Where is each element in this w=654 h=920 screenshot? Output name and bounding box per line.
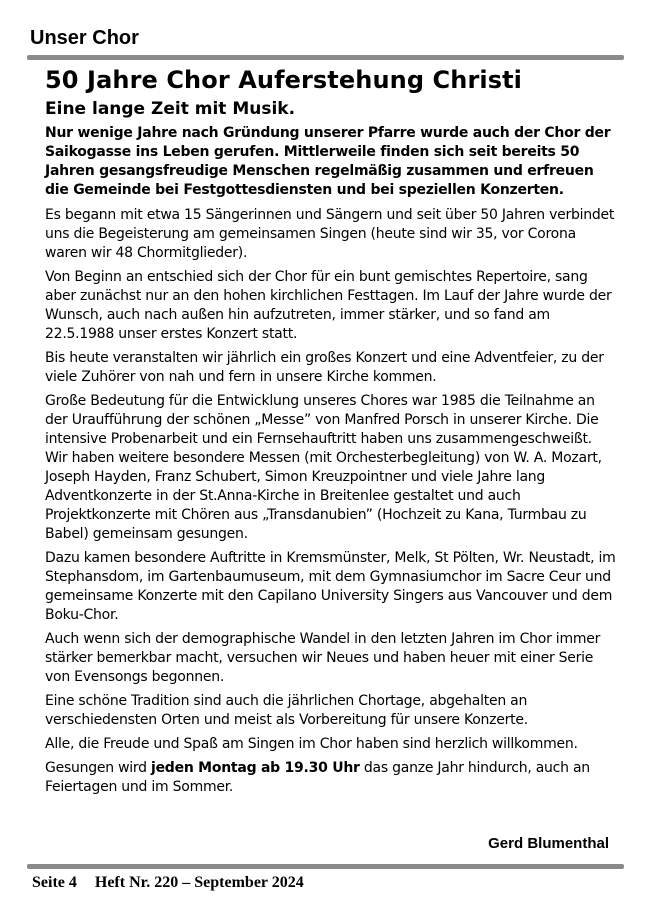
article-title: 50 Jahre Chor Auferstehung Christi xyxy=(45,66,523,94)
paragraph-1: Es begann mit etwa 15 Sängerinnen und Sängern und seit über 50 Jahren verbindet uns die Begeisterung am gemeinsamen Singen (heute sind wir 35, vor Corona waren wir 48 Chormitglieder). xyxy=(45,207,615,261)
paragraph-5: Dazu kamen besondere Auftritte in Kremsmünster, Melk, St Pölten, Wr. Neustadt, im Stephansdom, im Gartenbaumuseum, mit dem Gymnasiumchor im Sacre Ceur und gemeinsame Konzerte mit den Capilano University Singers aus Vancouver und dem Boku-Chor. xyxy=(45,550,616,623)
paragraph-6: Auch wenn sich der demographische Wandel in den letzten Jahren im Chor immer stärker bemerkbar macht, versuchen wir Neues und haben heuer mit einer Serie von Evensongs begonnen. xyxy=(45,631,601,685)
paragraph-4: Große Bedeutung für die Entwicklung unseres Chores war 1985 die Teilnahme an der Uraufführung der schönen „Messe” von Manfred Porsch in unserer Kirche. Die intensive Probenarbeit und ein Fernsehauftritt haben uns zusammengeschweißt. Wir haben weitere besondere Messen (mit Orchesterbegleitung) von W. A. Mozart, Joseph Hayden, Franz Schubert, Simon Kreuzpointner und viele Jahre lang Adventkonzerte in der St.Anna-Kirche in Breitenlee gestaltet und auch Projektkonzerte mit Chören aus „Transdanubien” (Hochzeit zu Kana, Turmbau zu Babel) gemeinsam gesungen. xyxy=(45,393,602,542)
paragraph-8: Alle, die Freude und Spaß am Singen im Chor haben sind herzlich willkommen. xyxy=(45,736,578,752)
page-footer xyxy=(32,873,322,893)
schedule-text-after: das ganze Jahr hindurch, auch an Feiertagen und im Sommer. xyxy=(45,760,590,795)
paragraph-3: Bis heute veranstalten wir jährlich ein großes Konzert und eine Adventfeier, zu der viele Zuhörer von nah und fern in unsere Kirche kommen. xyxy=(45,350,604,385)
article-lead: Nur wenige Jahre nach Gründung unserer Pfarre wurde auch der Chor der Saikogasse ins Leben gerufen. Mittlerweile finden sich seit bereits 50 Jahren gesangsfreudige Menschen regelmäßig zusammen und erfreuen die Gemeinde bei Festgottesdiensten und bei speziellen Konzerten. xyxy=(45,125,611,198)
article xyxy=(45,64,617,802)
schedule-time: jeden Montag ab 19.30 Uhr xyxy=(151,760,360,776)
issue-info: Heft Nr. 220 – September 2024 xyxy=(94,874,304,891)
bottom-divider xyxy=(27,864,624,869)
paragraph-schedule xyxy=(45,759,617,797)
paragraph-7: Eine schöne Tradition sind auch die jährlichen Chortage, abgehalten an verschiedensten Orten und meist als Vorbereitung für unsere Konzerte. xyxy=(45,693,528,728)
schedule-text-before: Gesungen wird xyxy=(45,760,152,776)
top-divider xyxy=(27,55,624,60)
section-label: Unser Chor xyxy=(30,27,139,49)
paragraph-2: Von Beginn an entschied sich der Chor für ein bunt gemischtes Repertoire, sang aber zunächst nur an den hohen kirchlichen Festtagen. Im Lauf der Jahre wurde der Wunsch, auch nach außen hin aufzutreten, immer stärker, und so fand am 22.5.1988 unser erstes Konzert statt. xyxy=(45,269,612,342)
page-number: Seite 4 xyxy=(32,874,77,891)
article-author: Gerd Blumenthal xyxy=(488,835,609,852)
article-subtitle: Eine lange Zeit mit Musik. xyxy=(45,99,296,119)
